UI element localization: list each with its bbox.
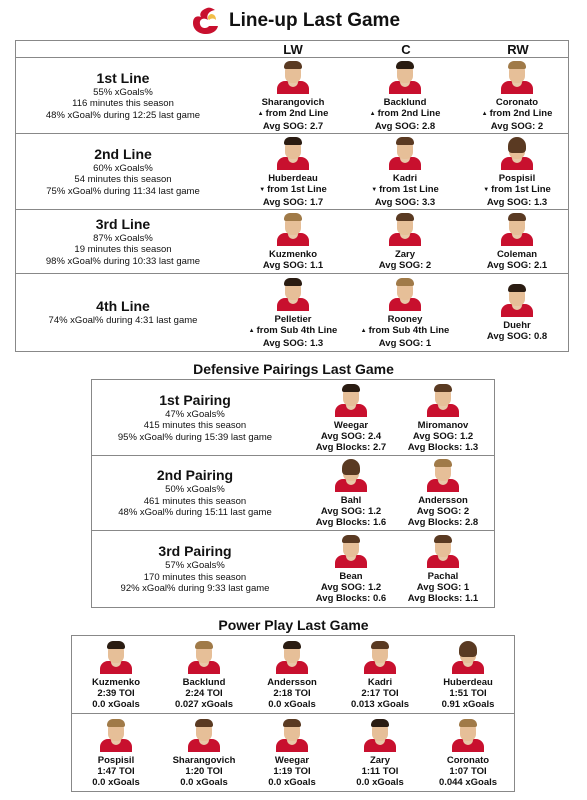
- line-change-note: ▼ from 1st Line: [483, 184, 551, 197]
- player-card[interactable]: [343, 210, 467, 273]
- pair-info: [92, 380, 298, 455]
- avg-sog: Avg SOG: 1.7: [262, 196, 324, 208]
- powerplay-row: [72, 636, 514, 714]
- player-name: Pelletier: [274, 313, 312, 325]
- player-headshot-icon: [452, 718, 484, 752]
- pair-name: 1st Pairing: [159, 391, 231, 408]
- player-headshot-icon: [100, 640, 132, 674]
- line-change-note: ▲ from Sub 4th Line: [249, 325, 338, 338]
- avg-sog: Avg SOG: 2.4: [320, 430, 382, 442]
- pair-stat: 48% xGoal% during 15:11 last game: [118, 507, 272, 519]
- line-stat: 48% xGoal% during 12:25 last game: [45, 109, 201, 121]
- line-info: [16, 134, 230, 209]
- avg-sog: Avg SOG: 2: [378, 260, 432, 271]
- expected-goals: 0.0 xGoals: [356, 776, 404, 788]
- player-name: Miromanov: [417, 419, 469, 431]
- line-change-note: ▲ from 2nd Line: [370, 108, 441, 121]
- avg-sog: Avg SOG: 1.3: [486, 196, 548, 208]
- line-change-note: ▼ from 1st Line: [371, 184, 439, 197]
- forward-line-row: [16, 274, 568, 351]
- pair-info: [92, 456, 298, 530]
- forward-line-row: [16, 58, 568, 134]
- player-headshot-icon: [188, 640, 220, 674]
- avg-sog: Avg SOG: 1.3: [262, 337, 324, 349]
- player-name: Coronato: [446, 754, 490, 766]
- player-card[interactable]: [231, 210, 355, 273]
- forward-line-row: [16, 210, 568, 274]
- powerplay-table: [71, 635, 515, 792]
- avg-sog: Avg SOG: 1.1: [262, 260, 324, 271]
- player-name: Huberdeau: [443, 676, 493, 688]
- player-headshot-icon: [389, 136, 421, 170]
- line-info: [16, 58, 230, 133]
- line-change-note: ▲ from 2nd Line: [258, 108, 329, 121]
- line-stat: 116 minutes this season: [72, 98, 174, 110]
- line-name: 4th Line: [96, 298, 150, 315]
- player-headshot-icon: [364, 718, 396, 752]
- avg-sog: Avg SOG: 1.2: [320, 506, 382, 517]
- column-header-rw: RW: [507, 42, 529, 57]
- player-card[interactable]: [160, 714, 248, 791]
- player-card[interactable]: [343, 274, 467, 351]
- expected-goals: 0.0 xGoals: [268, 698, 316, 710]
- player-card[interactable]: [160, 636, 248, 713]
- player-name: Pachal: [427, 571, 459, 582]
- player-headshot-icon: [389, 212, 421, 246]
- pair-stat: 461 minutes this season: [143, 495, 247, 507]
- player-name: Rooney: [387, 313, 423, 325]
- line-info: [16, 274, 230, 351]
- expected-goals: 0.0 xGoals: [268, 776, 316, 788]
- player-card[interactable]: [424, 636, 512, 713]
- column-header-lw: LW: [283, 42, 303, 57]
- time-on-ice: 1:51 TOI: [449, 687, 487, 699]
- player-name: Kuzmenko: [268, 249, 318, 260]
- player-headshot-icon: [335, 458, 367, 492]
- column-header-row: [16, 41, 568, 58]
- defense-pair-row: [92, 380, 494, 456]
- page-title: Line-up Last Game: [228, 10, 401, 31]
- defense-pair-row: [92, 531, 494, 607]
- avg-sog: Avg SOG: 1.2: [412, 430, 474, 442]
- player-card[interactable]: [455, 274, 579, 351]
- avg-sog: Avg SOG: 2: [490, 120, 544, 132]
- expected-goals: 0.027 xGoals: [174, 698, 234, 710]
- team-logo-icon: [187, 6, 221, 36]
- player-headshot-icon: [277, 136, 309, 170]
- player-name: Huberdeau: [268, 172, 318, 184]
- forward-lines-table: [15, 40, 569, 352]
- pair-name: 2nd Pairing: [156, 467, 234, 484]
- avg-blocks: Avg Blocks: 1.3: [407, 441, 479, 453]
- player-name: Backlund: [383, 96, 427, 108]
- avg-sog: Avg SOG: 2.1: [486, 260, 548, 271]
- avg-sog: Avg SOG: 1: [378, 337, 432, 349]
- player-name: Pospisil: [97, 754, 135, 766]
- avg-sog: Avg SOG: 2: [416, 506, 470, 517]
- player-name: Zary: [394, 249, 416, 260]
- player-card[interactable]: [231, 58, 355, 133]
- expected-goals: 0.0 xGoals: [180, 776, 228, 788]
- player-headshot-icon: [335, 534, 367, 568]
- player-headshot-icon: [389, 60, 421, 94]
- time-on-ice: 2:39 TOI: [97, 687, 135, 699]
- avg-blocks: Avg Blocks: 0.6: [315, 593, 387, 604]
- avg-sog: Avg SOG: 3.3: [374, 196, 436, 208]
- avg-sog: Avg SOG: 1: [416, 582, 470, 593]
- expected-goals: 0.0 xGoals: [92, 776, 140, 788]
- time-on-ice: 1:47 TOI: [97, 765, 135, 777]
- pair-stat: 92% xGoal% during 9:33 last game: [120, 583, 270, 595]
- line-change-note: ▲ from 2nd Line: [482, 108, 553, 121]
- player-name: Kuzmenko: [91, 676, 141, 688]
- pair-stat: 47% xGoals%: [165, 408, 225, 420]
- player-card[interactable]: [231, 134, 355, 209]
- line-stat: 54 minutes this season: [74, 174, 172, 186]
- pair-stat: 170 minutes this season: [143, 571, 247, 583]
- player-card[interactable]: [397, 380, 489, 455]
- column-header-c: C: [401, 42, 411, 57]
- player-card[interactable]: [305, 456, 397, 530]
- line-info: [16, 210, 230, 273]
- defensive-pairings-table: [91, 379, 495, 608]
- player-card[interactable]: [455, 58, 579, 133]
- player-card[interactable]: [336, 714, 424, 791]
- player-headshot-icon: [452, 640, 484, 674]
- avg-blocks: Avg Blocks: 2.8: [407, 517, 479, 528]
- player-headshot-icon: [277, 277, 309, 311]
- pair-stat: 57% xGoals%: [165, 560, 225, 572]
- player-card[interactable]: [72, 636, 160, 713]
- pair-stat: 50% xGoals%: [165, 484, 225, 496]
- player-headshot-icon: [427, 458, 459, 492]
- expected-goals: 0.0 xGoals: [92, 698, 140, 710]
- player-name: Backlund: [182, 676, 226, 688]
- player-name: Bean: [339, 571, 363, 582]
- line-stat: 75% xGoal% during 11:34 last game: [46, 185, 200, 197]
- player-card[interactable]: [248, 636, 336, 713]
- line-name: 2nd Line: [94, 145, 152, 162]
- line-stat: 55% xGoals%: [93, 86, 153, 98]
- player-name: Andersson: [267, 676, 317, 688]
- time-on-ice: 1:07 TOI: [449, 765, 487, 777]
- player-name: Bahl: [340, 495, 362, 506]
- player-card[interactable]: [336, 636, 424, 713]
- player-name: Coleman: [496, 249, 538, 260]
- time-on-ice: 1:20 TOI: [185, 765, 223, 777]
- time-on-ice: 1:19 TOI: [273, 765, 311, 777]
- player-name: Coronato: [495, 96, 539, 108]
- line-change-note: ▼ from 1st Line: [259, 184, 327, 197]
- player-name: Kadri: [392, 172, 418, 184]
- player-headshot-icon: [188, 718, 220, 752]
- player-headshot-icon: [276, 718, 308, 752]
- expected-goals: 0.91 xGoals: [441, 698, 495, 710]
- player-headshot-icon: [389, 277, 421, 311]
- line-stat: 60% xGoals%: [93, 162, 153, 174]
- avg-sog: Avg SOG: 1.2: [320, 582, 382, 593]
- avg-sog: Avg SOG: 0.8: [486, 331, 548, 342]
- player-headshot-icon: [501, 60, 533, 94]
- player-name: Zary: [369, 754, 391, 766]
- expected-goals: 0.013 xGoals: [350, 698, 410, 710]
- defense-section-title: Defensive Pairings Last Game: [193, 361, 394, 377]
- player-headshot-icon: [501, 136, 533, 170]
- avg-sog: Avg SOG: 2.8: [374, 120, 436, 132]
- title-bar: [0, 6, 587, 38]
- line-name: 3rd Line: [95, 215, 151, 232]
- time-on-ice: 1:11 TOI: [361, 765, 399, 777]
- player-card[interactable]: [424, 714, 512, 791]
- player-card[interactable]: [305, 531, 397, 607]
- line-stat: 74% xGoal% during 4:31 last game: [48, 315, 198, 327]
- player-name: Kadri: [367, 676, 393, 688]
- player-headshot-icon: [427, 383, 459, 417]
- pair-info: [92, 531, 298, 607]
- player-headshot-icon: [501, 283, 533, 317]
- player-headshot-icon: [427, 534, 459, 568]
- pair-stat: 415 minutes this season: [143, 420, 247, 432]
- time-on-ice: 2:17 TOI: [361, 687, 399, 699]
- line-stat: 87% xGoals%: [93, 232, 153, 244]
- player-headshot-icon: [364, 640, 396, 674]
- player-headshot-icon: [501, 212, 533, 246]
- player-name: Pospisil: [498, 172, 536, 184]
- player-card[interactable]: [231, 274, 355, 351]
- player-name: Weegar: [274, 754, 310, 766]
- pair-stat: 95% xGoal% during 15:39 last game: [117, 431, 273, 443]
- expected-goals: 0.044 xGoals: [438, 776, 498, 788]
- line-change-note: ▲ from Sub 4th Line: [361, 325, 450, 338]
- avg-blocks: Avg Blocks: 1.1: [407, 593, 479, 604]
- player-headshot-icon: [276, 640, 308, 674]
- defense-pair-row: [92, 456, 494, 531]
- time-on-ice: 2:24 TOI: [185, 687, 223, 699]
- line-stat: 98% xGoal% during 10:33 last game: [45, 255, 201, 267]
- player-card[interactable]: [455, 134, 579, 209]
- avg-blocks: Avg Blocks: 2.7: [315, 441, 387, 453]
- player-name: Sharangovich: [261, 96, 325, 108]
- player-headshot-icon: [335, 383, 367, 417]
- player-card[interactable]: [72, 714, 160, 791]
- player-headshot-icon: [277, 212, 309, 246]
- line-stat: 19 minutes this season: [74, 244, 172, 256]
- player-headshot-icon: [277, 60, 309, 94]
- powerplay-section-title: Power Play Last Game: [218, 617, 369, 633]
- time-on-ice: 2:18 TOI: [273, 687, 311, 699]
- player-card[interactable]: [305, 380, 397, 455]
- player-name: Duehr: [503, 320, 531, 331]
- player-name: Weegar: [333, 419, 369, 431]
- player-name: Andersson: [418, 495, 468, 506]
- avg-sog: Avg SOG: 2.7: [262, 120, 324, 132]
- powerplay-row: [72, 714, 514, 791]
- player-headshot-icon: [100, 718, 132, 752]
- avg-blocks: Avg Blocks: 1.6: [315, 517, 387, 528]
- line-name: 1st Line: [96, 69, 150, 86]
- player-name: Sharangovich: [172, 754, 236, 766]
- player-card[interactable]: [397, 456, 489, 530]
- player-card[interactable]: [248, 714, 336, 791]
- player-card[interactable]: [343, 58, 467, 133]
- player-card[interactable]: [397, 531, 489, 607]
- forward-line-row: [16, 134, 568, 210]
- player-card[interactable]: [455, 210, 579, 273]
- player-card[interactable]: [343, 134, 467, 209]
- pair-name: 3rd Pairing: [158, 543, 232, 560]
